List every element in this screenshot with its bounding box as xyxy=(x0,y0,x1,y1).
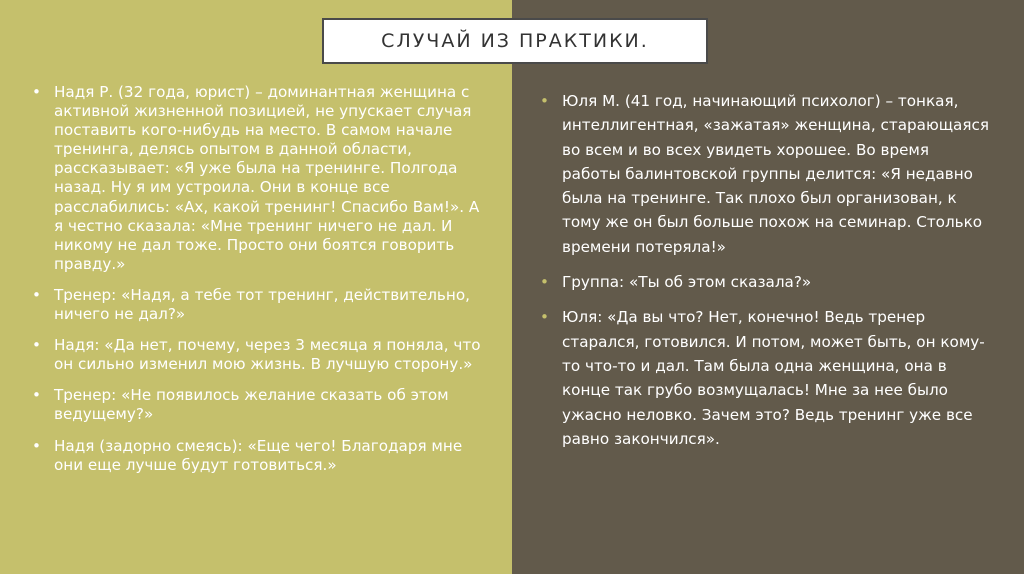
list-item xyxy=(32,336,490,374)
list-item-text: Надя (задорно смеясь): «Еще чего! Благодаря мне они еще лучше будут готовиться.» xyxy=(54,436,463,474)
bullet-icon: • xyxy=(32,336,41,355)
list-item xyxy=(32,83,490,274)
list-item xyxy=(540,305,992,451)
bullet-icon: • xyxy=(540,273,549,292)
list-item xyxy=(32,286,490,324)
list-item xyxy=(32,437,490,475)
slide-title-box xyxy=(322,18,708,64)
list-item xyxy=(540,270,992,294)
left-bullet-list xyxy=(32,83,490,487)
list-item xyxy=(32,386,490,424)
bullet-icon: • xyxy=(32,83,41,101)
bullet-icon: • xyxy=(32,436,41,455)
list-item-text: Тренер: «Надя, а тебе тот тренинг, действительно, ничего не дал?» xyxy=(54,285,470,324)
list-item-text: Надя: «Да нет, почему, через 3 месяца я поняла, что он сильно изменил мою жизнь. В лучшую сторону.» xyxy=(54,336,481,374)
bullet-icon: • xyxy=(32,285,41,304)
bullet-icon: • xyxy=(540,308,549,327)
list-item-text: Юля М. (41 год, начинающий психолог) – тонкая, интеллигентная, «зажатая» женщина, старающаяся во всем и во всех увидеть хорошее. Во время работы балинтовской группы делится: «Я недавно была на тренинге. Так плохо был организован, к тому же он был больше похож на семинар. Столько времени потеряла!» xyxy=(562,92,989,256)
list-item-text: Группа: «Ты об этом сказала?» xyxy=(562,273,812,292)
list-item-text: Надя Р. (32 года, юрист) – доминантная женщина с активной жизненной позицией, не упускает случая поставить кого-нибудь на место. В самом начале тренинга, делясь опытом в данной области, рассказывает: «Я уже была на тренинге. Полгода назад. Ну я им устроила. Они в конце все расслабились: «Ах, какой тренинг! Спасибо Вам!». А я честно сказала: «Мне тренинг ничего не дал. И никому не дал тоже. Просто они боятся говорить правду.» xyxy=(54,83,480,273)
right-bullet-list xyxy=(540,89,992,462)
list-item-text: Тренер: «Не появилось желание сказать об этом ведущему?» xyxy=(54,386,449,424)
list-item xyxy=(540,89,992,259)
list-item-text: Юля: «Да вы что? Нет, конечно! Ведь тренер старался, готовился. И потом, может быть, он кому-то что-то и дал. Там была одна женщина, она в конце так грубо возмущалась! Мне за нее было ужасно неловко. Зачем это? Ведь тренинг уже все равно закончился». xyxy=(562,308,985,448)
slide-title: СЛУЧАЙ ИЗ ПРАКТИКИ. xyxy=(381,30,649,52)
bullet-icon: • xyxy=(540,92,549,110)
bullet-icon: • xyxy=(32,386,41,405)
